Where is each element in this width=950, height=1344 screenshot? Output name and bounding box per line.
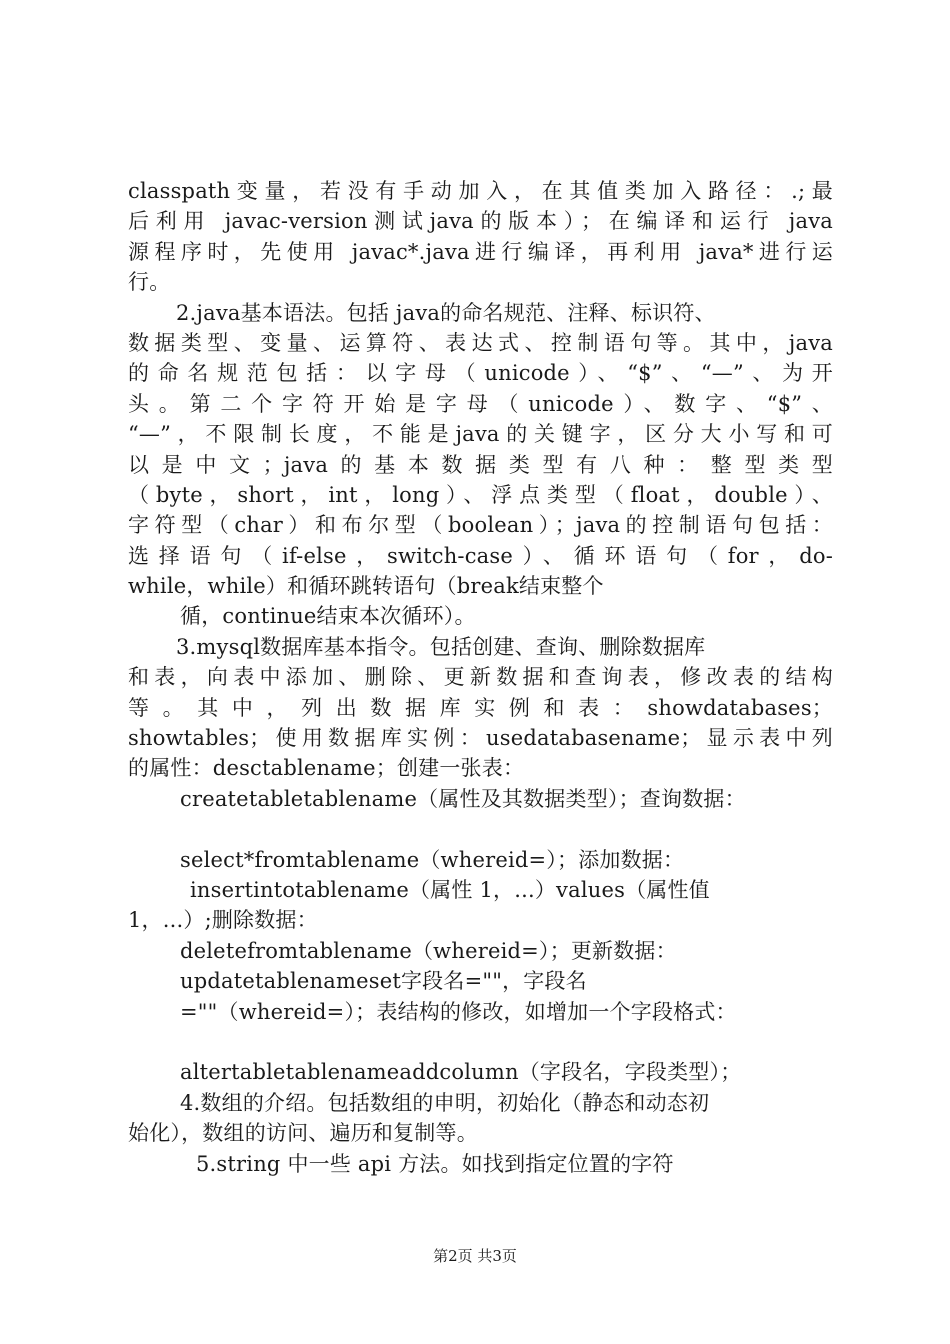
text-line: deletefromtablename（whereid=）；更新数据： xyxy=(180,938,677,963)
text-line: 等。其中，列出数据库实例和表：showdatabases； xyxy=(128,695,833,720)
text-line: 循，continue结束本次循环）。 xyxy=(180,604,476,629)
text-line: 的属性：desctablename；创建一张表： xyxy=(128,756,525,781)
text-line: 2.java基本语法。包括 java的命名规范、注释、标识符、 xyxy=(176,300,716,325)
text-line: altertabletablenameaddcolumn（字段名，字段类型）； xyxy=(180,1060,742,1085)
text-line: 3.mysql数据库基本指令。包括创建、查询、删除数据库 xyxy=(176,634,706,659)
blank-line xyxy=(128,1027,833,1057)
text-line: insertintotablename（属性 1，...）values（属性值 xyxy=(190,877,710,902)
text-line: 选择语句（if-else，switch-case）、循环语句（for，do- xyxy=(128,543,833,568)
text-line: classpath变量，若没有手动加入，在其值类加入路径：.;最 xyxy=(128,179,833,203)
text-line: 数据类型、变量、运算符、表达式、控制语句等。其中，java xyxy=(128,330,833,355)
text-line: 行。 xyxy=(128,270,171,295)
text-line: 5.string 中一些 api 方法。如找到指定位置的字符 xyxy=(196,1151,674,1176)
text-line: （byte，short，int，long）、浮点类型（float，double）、 xyxy=(128,482,833,507)
text-line: 头。第二个字符开始是字母（unicode）、数字、“$”、 xyxy=(128,391,833,416)
text-line: select*fromtablename（whereid=）；添加数据： xyxy=(180,847,685,872)
text-line: 的命名规范包括：以字母（unicode）、“$”、“—”、为开 xyxy=(128,361,833,386)
body-text xyxy=(128,176,833,1179)
blank-line xyxy=(128,814,833,844)
text-line: 4.数组的介绍。包括数组的申明，初始化（静态和动态初 xyxy=(180,1090,710,1115)
text-line: 1，...）;删除数据： xyxy=(128,908,318,933)
text-line: 始化），数组的访问、遍历和复制等。 xyxy=(128,1121,478,1146)
text-line: 以是中文；java的基本数据类型有八种：整型类型 xyxy=(128,452,833,477)
text-line: updatetablenameset字段名=""，字段名 xyxy=(180,969,587,994)
text-line: 字符型（char）和布尔型（boolean）；java的控制语句包括： xyxy=(128,513,833,538)
text-line: showtables；使用数据库实例：usedatabasename；显示表中列 xyxy=(128,726,833,751)
text-line: 源程序时，先使用 javac*.java进行编译，再利用 java*进行运 xyxy=(128,239,833,264)
text-line: 和表，向表中添加、删除、更新数据和查询表，修改表的结构 xyxy=(128,665,833,690)
text-line: 后利用 javac-version测试java的版本）；在编译和运行 java xyxy=(128,209,833,234)
text-line: “—”，不限制长度，不能是java的关键字，区分大小写和可 xyxy=(128,422,833,447)
text-line: while，while）和循环跳转语句（break结束整个 xyxy=(128,574,604,599)
text-line: =""（whereid=）；表结构的修改，如增加一个字段格式： xyxy=(180,999,737,1024)
text-line: createtabletablename（属性及其数据类型）；查询数据： xyxy=(180,786,746,811)
page-footer: 第2页 共3页 xyxy=(433,1247,517,1265)
